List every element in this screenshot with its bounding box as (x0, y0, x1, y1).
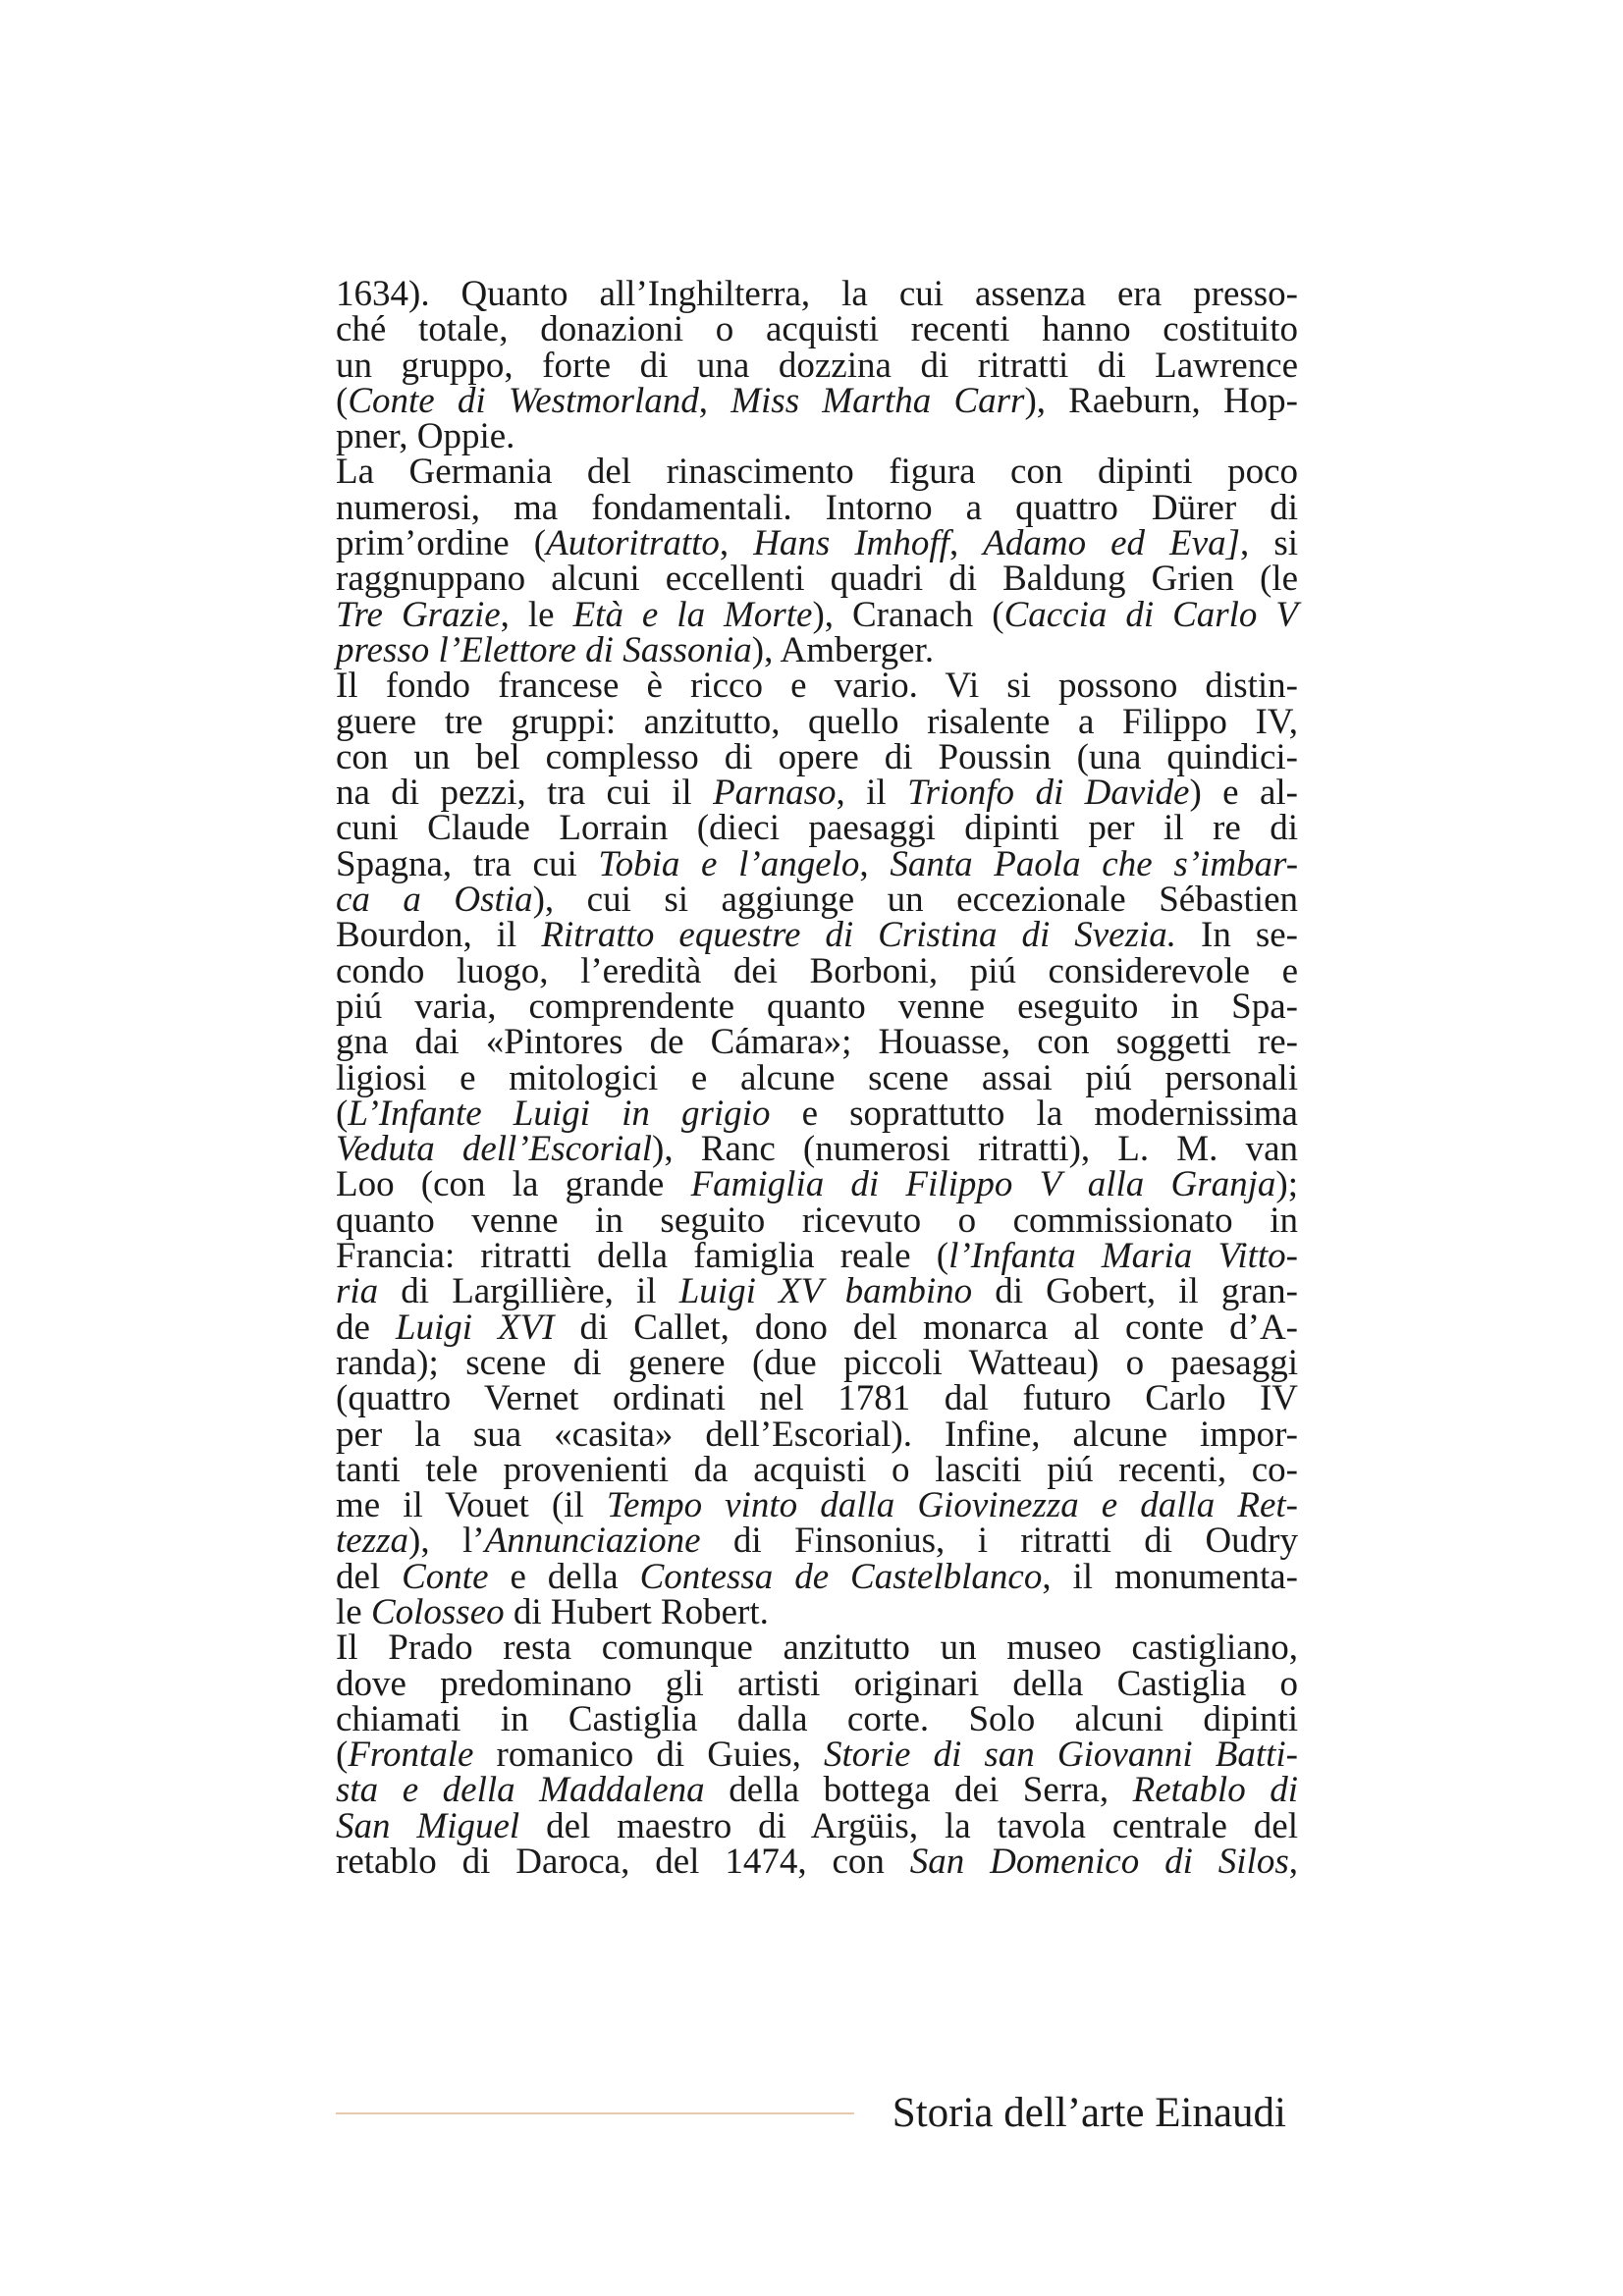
text-line (336, 736, 1298, 777)
italic-segment: presso l’Elettore di Sassonia (336, 629, 752, 670)
text-segment: con un bel complesso di opere di Poussin (una quindici- (336, 736, 1298, 777)
italic-segment: l’Infanta Maria Vitto- (948, 1236, 1298, 1277)
text-line (336, 1556, 1298, 1597)
text-segment: le (336, 1591, 371, 1632)
text-segment: de (336, 1307, 396, 1348)
text-segment: del maestro di Argüis, la tavola centrale del (519, 1805, 1298, 1846)
text-line (336, 1378, 1298, 1419)
text-line (336, 380, 1298, 421)
text-line (336, 986, 1298, 1027)
italic-segment: L’Infante Luigi in grigio (348, 1093, 771, 1134)
text-line (336, 808, 1298, 849)
text-segment: randa); scene di genere (due piccoli Watteau) o paesaggi (336, 1342, 1298, 1383)
italic-segment: San Domenico di Silos (909, 1842, 1289, 1883)
text-line (336, 950, 1298, 991)
text-segment: ( (336, 1093, 349, 1134)
text-line (336, 1485, 1298, 1526)
italic-segment: sta e della Maddalena (336, 1770, 705, 1811)
page-footer (336, 2083, 1286, 2142)
text-segment: della bottega dei Serra, (704, 1770, 1133, 1811)
text-segment: ) e al- (1189, 773, 1298, 814)
italic-segment: Miss Martha Carr (730, 380, 1025, 421)
text-line (336, 416, 1298, 457)
text-line (336, 309, 1298, 350)
text-segment: In se- (1176, 915, 1299, 956)
text-segment: retablo di Daroca, del 1474, con (336, 1842, 910, 1883)
text-line (336, 1307, 1298, 1348)
text-segment: ligiosi e mitologici e alcune scene assai piú personali (336, 1057, 1298, 1098)
italic-segment: Parnaso (713, 773, 837, 814)
text-segment: La Germania del rinascimento figura con dipinti poco (336, 452, 1298, 493)
italic-segment: Ritratto equestre di Cristina di Svezia. (541, 915, 1177, 956)
text-segment: ), l’ (408, 1521, 485, 1562)
text-segment: ), Amberger. (751, 629, 935, 670)
text-line (336, 1842, 1298, 1883)
text-segment: ), Ranc (numerosi ritratti), L. M. van (652, 1129, 1299, 1170)
italic-segment: Veduta dell’Escorial (336, 1129, 653, 1170)
text-segment: ), cui si aggiunge un eccezionale Sébastien (532, 880, 1298, 921)
italic-segment: San Miguel (336, 1805, 520, 1846)
text-segment: un gruppo, forte di una dozzina di ritratti di Lawrence (336, 345, 1298, 386)
text-segment: ché totale, donazioni o acquisti recenti hanno costituito (336, 309, 1298, 350)
italic-segment: Autoritratto (546, 523, 720, 564)
text-segment: e della (488, 1556, 640, 1597)
italic-segment: Hans Imhoff (753, 523, 949, 564)
text-segment: gna dai «Pintores de Cámara»; Houasse, con soggetti re- (336, 1022, 1298, 1063)
text-segment: 1634). Quanto all’Inghilterra, la cui assenza era presso- (336, 274, 1298, 314)
italic-segment: Trionfo di Davide (907, 773, 1190, 814)
italic-segment: ca a Ostia (336, 880, 533, 921)
text-segment: di Hubert Robert. (504, 1591, 769, 1632)
italic-segment: Conte di Westmorland (348, 380, 699, 421)
footer-rule (336, 2112, 854, 2114)
italic-segment: Contessa de Castelblanco (639, 1556, 1043, 1597)
italic-segment: tezza (336, 1521, 408, 1562)
text-segment: per la sua «casita» dell’Escorial). Infine, alcune impor- (336, 1414, 1298, 1455)
text-segment: , (859, 843, 891, 884)
text-segment: ( (336, 380, 349, 421)
text-segment: Francia: ritratti della famiglia reale ( (336, 1236, 949, 1277)
text-line (336, 1164, 1298, 1205)
italic-segment: Luigi XVI (395, 1307, 555, 1348)
text-segment: Loo (con la grande (336, 1164, 691, 1205)
text-segment: piú varia, comprendente quanto venne eseguito in Spa- (336, 986, 1298, 1027)
text-line (336, 701, 1298, 742)
text-segment: ), Cranach ( (812, 594, 1004, 635)
text-line (336, 1236, 1298, 1277)
text-line (336, 1449, 1298, 1490)
italic-segment: Età e la Morte (572, 594, 813, 635)
text-segment: e soprattutto la modernissima (770, 1093, 1298, 1134)
text-line (336, 559, 1298, 600)
text-segment: guere tre gruppi: anzitutto, quello risalente a Filippo IV, (336, 701, 1298, 742)
text-line (336, 1271, 1298, 1312)
text-line (336, 915, 1299, 956)
text-line (336, 1342, 1298, 1383)
text-segment: raggnuppano alcuni eccellenti quadri di Baldung Grien (le (336, 559, 1298, 600)
text-segment: Bourdon, il (336, 915, 542, 956)
text-segment: , (719, 523, 754, 564)
text-line (336, 1591, 1298, 1632)
text-line (336, 1093, 1298, 1134)
text-line (336, 274, 1298, 314)
text-line (336, 1770, 1298, 1811)
text-segment: di Gobert, il gran- (972, 1271, 1298, 1312)
text-line (336, 1200, 1298, 1241)
text-segment: , il monumenta- (1042, 1556, 1298, 1597)
italic-segment: Adamo ed Eva] (983, 523, 1241, 564)
footer-title: Storia dell’arte Einaudi (892, 2090, 1286, 2136)
text-line (336, 1805, 1298, 1846)
italic-segment: Santa Paola che s’imbar- (890, 843, 1299, 884)
text-segment: tanti tele provenienti da acquisti o lasciti piú recenti, co- (336, 1449, 1298, 1490)
text-line (336, 1521, 1298, 1562)
text-segment: , il (836, 773, 908, 814)
body-text (336, 274, 1299, 1883)
text-segment: , (1288, 1842, 1298, 1883)
text-segment: di Callet, dono del monarca al conte d’A- (554, 1307, 1298, 1348)
text-line (336, 666, 1298, 707)
text-line (336, 1414, 1298, 1455)
text-line (336, 629, 1298, 670)
text-line (336, 1129, 1299, 1170)
text-segment: , (698, 380, 731, 421)
italic-segment: Tre Grazie (336, 594, 501, 635)
text-line (336, 452, 1298, 493)
text-segment: Il fondo francese è ricco e vario. Vi si possono distin- (336, 666, 1298, 707)
text-line (336, 345, 1298, 386)
text-segment: dove predominano gli artisti originari della Castiglia o (336, 1663, 1298, 1704)
text-segment: pner, Oppie. (336, 416, 515, 457)
text-segment: me il Vouet (il (336, 1485, 607, 1526)
text-segment: di Largillière, il (378, 1271, 679, 1312)
text-line (336, 523, 1299, 564)
text-line (336, 843, 1299, 884)
text-line (336, 1022, 1298, 1063)
text-segment: , le (500, 594, 573, 635)
text-segment: , si (1240, 523, 1299, 564)
text-segment: romanico di Guies, (473, 1735, 824, 1776)
italic-segment: Annunciazione (484, 1521, 701, 1562)
text-line (336, 880, 1298, 921)
text-segment: condo luogo, l’eredità dei Borboni, piú considerevole e (336, 950, 1298, 991)
text-segment: numerosi, ma fondamentali. Intorno a quattro Dürer di (336, 487, 1298, 528)
text-segment: , (948, 523, 984, 564)
text-segment: del (336, 1556, 403, 1597)
italic-segment: Colosseo (370, 1591, 505, 1632)
italic-segment: Famiglia di Filippo V alla Granja (690, 1164, 1276, 1205)
text-line (336, 594, 1298, 635)
italic-segment: Retablo di (1132, 1770, 1298, 1811)
text-segment: quanto venne in seguito ricevuto o commissionato in (336, 1200, 1298, 1241)
text-segment: di Finsonius, i ritratti di Oudry (700, 1521, 1298, 1562)
italic-segment: Luigi XV bambino (678, 1271, 973, 1312)
text-line (336, 1057, 1298, 1098)
italic-segment: Storie di san Giovanni Batti- (824, 1735, 1298, 1776)
text-segment: Il Prado resta comunque anzitutto un museo castigliano, (336, 1628, 1298, 1669)
italic-segment: Frontale (348, 1735, 474, 1776)
italic-segment: Tempo vinto dalla Giovinezza e dalla Ret- (606, 1485, 1298, 1526)
text-segment: ); (1275, 1164, 1298, 1205)
italic-segment: Caccia di Carlo V (1003, 594, 1298, 635)
italic-segment: ria (336, 1271, 379, 1312)
text-line (336, 1698, 1298, 1739)
text-segment: na di pezzi, tra cui il (336, 773, 714, 814)
text-line (336, 1628, 1298, 1669)
text-segment: ( (336, 1735, 349, 1776)
text-line (336, 1735, 1298, 1776)
text-segment: cuni Claude Lorrain (dieci paesaggi dipinti per il re di (336, 808, 1298, 849)
text-line (336, 1663, 1298, 1704)
text-segment: Spagna, tra cui (336, 843, 599, 884)
italic-segment: Tobia e l’angelo (598, 843, 860, 884)
italic-segment: Conte (402, 1556, 489, 1597)
text-segment: ), Raeburn, Hop- (1024, 380, 1298, 421)
text-line (336, 487, 1298, 528)
text-segment: chiamati in Castiglia dalla corte. Solo alcuni dipinti (336, 1698, 1298, 1739)
text-segment: prim’ordine ( (336, 523, 547, 564)
text-line (336, 773, 1298, 814)
text-segment: (quattro Vernet ordinati nel 1781 dal futuro Carlo IV (336, 1378, 1298, 1419)
